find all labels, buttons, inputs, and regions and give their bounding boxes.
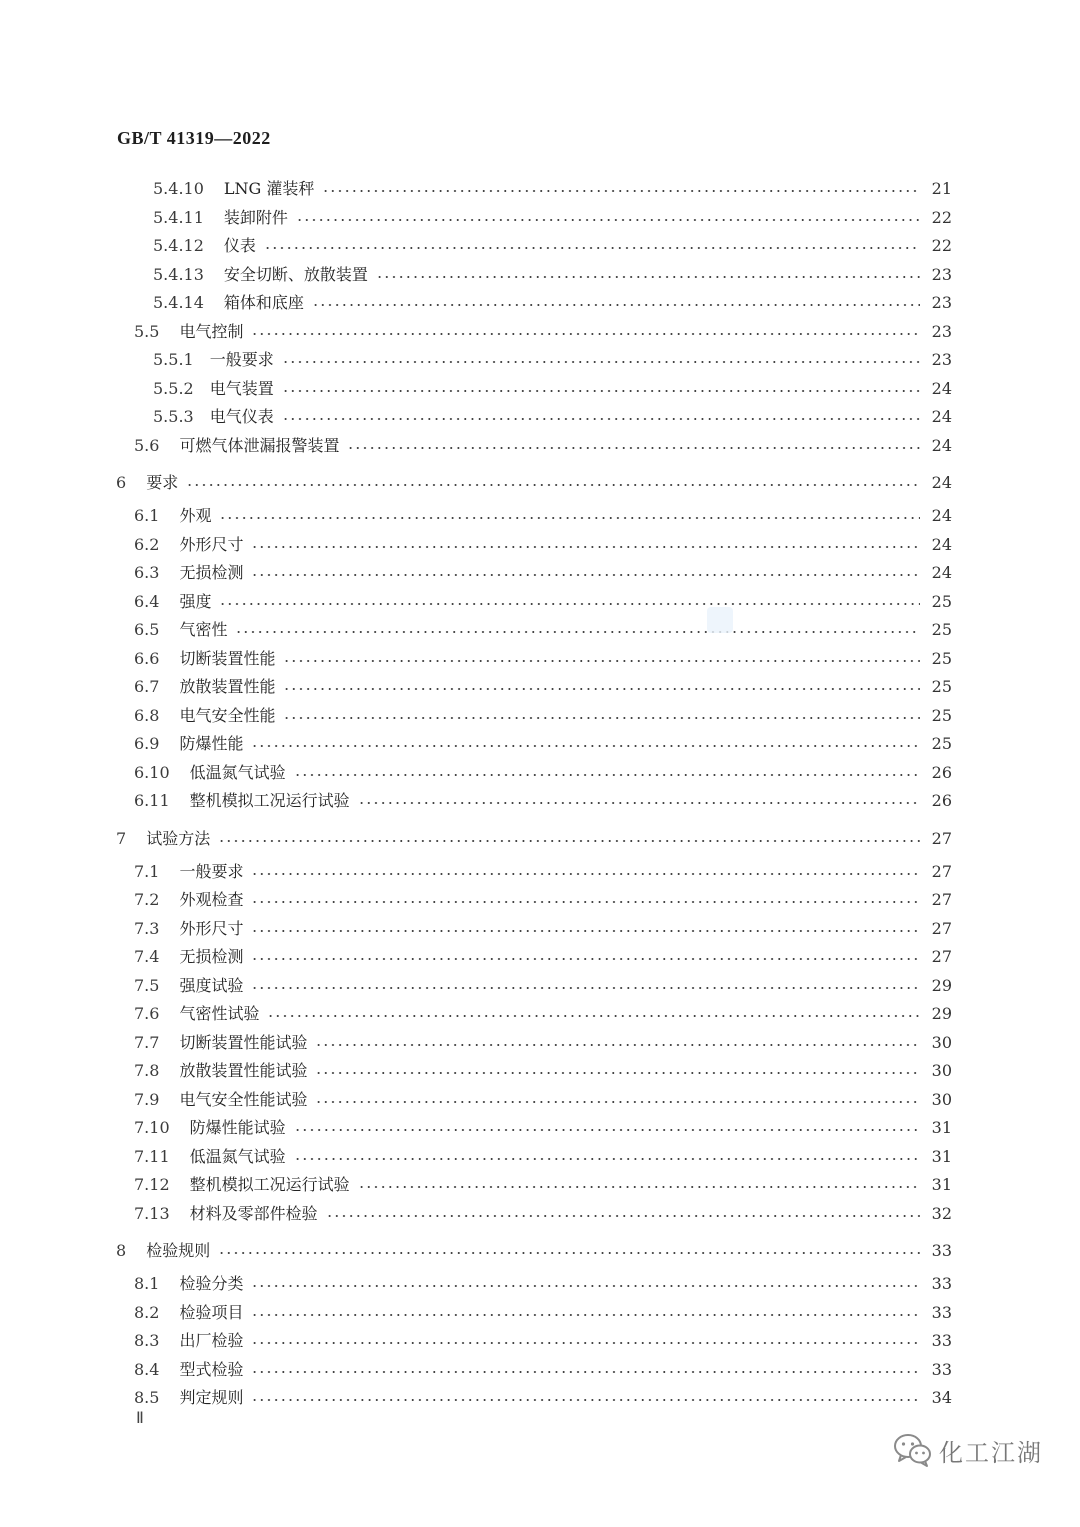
toc-entry-title: 防爆性能 [179, 734, 244, 753]
toc-entry-title: 仪表 [223, 236, 256, 255]
toc-entry[interactable] [153, 178, 952, 200]
toc-entry-number: 7.5 [134, 975, 160, 995]
toc-entry-number: 7.1 [134, 861, 160, 881]
toc-entry[interactable] [134, 861, 952, 883]
toc-entry-page: 32 [931, 1203, 952, 1223]
toc-entry-number: 6.8 [134, 705, 160, 725]
toc-entry-title: 检验分类 [179, 1274, 244, 1293]
dot-leader [251, 958, 920, 960]
dot-leader [282, 390, 920, 392]
toc-entry-number: 5.5 [134, 321, 160, 341]
toc-entry-title: 外观检查 [179, 890, 244, 909]
toc-entry-title: 安全切断、放散装置 [223, 264, 368, 284]
toc-entry[interactable] [134, 1117, 952, 1139]
dot-leader [251, 546, 920, 548]
toc-entry-title: 气密性试验 [179, 1004, 260, 1023]
wechat-icon [893, 1432, 933, 1468]
toc-entry-title: 强度试验 [179, 975, 244, 995]
toc-entry[interactable] [153, 207, 952, 229]
dot-leader [294, 1158, 920, 1160]
toc-entry-page: 34 [931, 1388, 952, 1407]
dot-leader [186, 484, 920, 486]
toc-entry-number: 7.8 [134, 1061, 160, 1080]
toc-entry[interactable] [134, 321, 952, 343]
toc-entry-number: 8.2 [134, 1302, 160, 1322]
toc-entry[interactable] [153, 235, 952, 257]
toc-entry-number: 5.4.12 [153, 236, 204, 255]
toc-entry-page: 30 [931, 1032, 952, 1052]
toc-entry-title: 电气安全性能 [179, 705, 276, 725]
toc-entry-number: 8.5 [134, 1388, 160, 1407]
toc-entry-number: 5.4.14 [153, 293, 204, 312]
toc-entry[interactable] [134, 591, 952, 613]
toc-entry-number: 7.10 [134, 1118, 170, 1137]
dot-leader [251, 901, 920, 903]
toc-entry-number: 8 [116, 1241, 127, 1260]
toc-entry[interactable] [153, 406, 952, 428]
toc-entry[interactable] [134, 1060, 952, 1082]
toc-entry-title: 要求 [146, 473, 179, 492]
faint-watermark-stamp [707, 607, 733, 633]
toc-entry-page: 33 [931, 1241, 952, 1260]
toc-entry-page: 24 [931, 473, 952, 492]
toc-entry-number: 6.10 [134, 762, 170, 782]
dot-leader [219, 603, 920, 605]
toc-entry-page: 23 [931, 321, 952, 341]
dot-leader [251, 333, 920, 335]
toc-entry-title: 电气仪表 [209, 407, 274, 426]
toc-entry[interactable] [153, 292, 952, 314]
toc-entry-title: 外形尺寸 [179, 918, 244, 938]
toc-entry-number: 5.6 [134, 435, 160, 455]
dot-leader [251, 574, 920, 576]
toc-entry-number: 6.5 [134, 620, 160, 639]
toc-entry[interactable] [153, 378, 952, 400]
toc-entry-number: 6.6 [134, 648, 160, 668]
toc-entry-page: 24 [931, 407, 952, 426]
toc-entry-title: 放散装置性能试验 [179, 1061, 308, 1080]
toc-entry[interactable] [134, 1330, 952, 1352]
dot-leader [282, 418, 920, 420]
dot-leader [283, 660, 920, 662]
toc-entry-page: 22 [931, 236, 952, 255]
toc-entry[interactable] [134, 1359, 952, 1381]
toc-entry-title: 防爆性能试验 [189, 1118, 286, 1137]
toc-entry-title: 整机模拟工况运行试验 [189, 1175, 350, 1194]
toc-entry-page: 26 [931, 762, 952, 782]
toc-entry-number: 5.4.13 [153, 264, 204, 284]
toc-entry-page: 24 [931, 506, 952, 525]
toc-entry[interactable] [116, 472, 952, 494]
toc-entry[interactable] [134, 534, 952, 556]
toc-entry-number: 7.11 [134, 1146, 170, 1166]
toc-entry[interactable] [134, 1174, 952, 1196]
toc-entry-number: 6.11 [134, 791, 170, 810]
toc-entry-number: 7.3 [134, 918, 160, 938]
dot-leader [322, 190, 920, 192]
toc-entry-page: 25 [931, 648, 952, 668]
toc-entry-number: 6 [116, 473, 127, 492]
toc-entry-page: 25 [931, 620, 952, 639]
toc-entry-page: 30 [931, 1089, 952, 1109]
toc-entry-page: 27 [931, 861, 952, 881]
toc-entry-page: 26 [931, 791, 952, 810]
toc-entry-page: 25 [931, 591, 952, 611]
toc-entry-number: 8.1 [134, 1274, 160, 1293]
dot-leader [315, 1072, 920, 1074]
toc-entry-title: 箱体和底座 [223, 293, 304, 312]
toc-entry-title: 型式检验 [179, 1359, 244, 1379]
toc-entry-title: 装卸附件 [223, 207, 288, 227]
toc-entry-number: 6.3 [134, 563, 160, 582]
toc-entry-number: 5.5.3 [153, 407, 194, 426]
toc-entry-number: 7.2 [134, 890, 160, 909]
toc-entry-page: 29 [931, 975, 952, 995]
dot-leader [347, 447, 920, 449]
dot-leader [326, 1215, 920, 1217]
toc-entry-number: 8.3 [134, 1331, 160, 1350]
dot-leader [251, 1342, 920, 1344]
toc-entry-title: 整机模拟工况运行试验 [189, 791, 350, 810]
dot-leader [358, 1186, 920, 1188]
toc-entry-number: 7.6 [134, 1004, 160, 1023]
dot-leader [251, 1285, 920, 1287]
toc-entry-page: 27 [931, 947, 952, 966]
dot-leader [294, 774, 920, 776]
toc-entry-number: 7.7 [134, 1032, 160, 1052]
dot-leader [218, 840, 920, 842]
wechat-watermark [893, 1432, 1043, 1468]
toc-entry-number: 5.5.2 [153, 378, 194, 398]
toc-entry[interactable] [116, 828, 952, 850]
dot-leader [235, 631, 920, 633]
toc-entry-title: 强度 [179, 591, 212, 611]
dot-leader [376, 276, 920, 278]
toc-entry-title: 外形尺寸 [179, 534, 244, 554]
dot-leader [358, 802, 920, 804]
toc-entry[interactable] [134, 790, 952, 812]
toc-entry-page: 24 [931, 378, 952, 398]
watermark-text: 化工江湖 [939, 1438, 1043, 1467]
toc-entry-number: 6.2 [134, 534, 160, 554]
toc-entry-title: LNG 灌装秤 [223, 179, 315, 198]
toc-entry[interactable] [134, 733, 952, 755]
toc-entry-page: 24 [931, 435, 952, 455]
toc-entry-page: 27 [931, 890, 952, 909]
toc-entry[interactable] [134, 562, 952, 584]
toc-entry-page: 33 [931, 1331, 952, 1350]
dot-leader [251, 1314, 920, 1316]
toc-entry-title: 放散装置性能 [179, 677, 276, 696]
toc-entry[interactable] [134, 889, 952, 911]
toc-entry-number: 6.7 [134, 677, 160, 696]
toc-entry-number: 5.4.10 [153, 179, 204, 198]
toc-entry-number: 7.9 [134, 1089, 160, 1109]
toc-entry-number: 7 [116, 828, 127, 848]
toc-entry-title: 材料及零部件检验 [189, 1203, 318, 1223]
toc-entry-page: 24 [931, 534, 952, 554]
dot-leader [251, 930, 920, 932]
toc-entry[interactable] [134, 1302, 952, 1324]
toc-entry-page: 33 [931, 1302, 952, 1322]
toc-entry[interactable] [134, 1203, 952, 1225]
toc-entry-page: 25 [931, 705, 952, 725]
dot-leader [251, 1371, 920, 1373]
toc-entry-title: 电气安全性能试验 [179, 1089, 308, 1109]
toc-entry-title: 无损检测 [179, 947, 244, 966]
dot-leader [218, 1252, 920, 1254]
toc-entry-number: 7.12 [134, 1175, 170, 1194]
dot-leader [312, 304, 920, 306]
toc-entry-title: 电气装置 [209, 378, 274, 398]
toc-entry-title: 试验方法 [146, 828, 211, 848]
toc-entry[interactable] [134, 676, 952, 698]
toc-entry-page: 30 [931, 1061, 952, 1080]
toc-entry-number: 7.4 [134, 947, 160, 966]
toc-entry-page: 24 [931, 563, 952, 582]
toc-entry-number: 5.5.1 [153, 350, 194, 369]
toc-entry-page: 31 [931, 1146, 952, 1166]
toc-entry-page: 29 [931, 1004, 952, 1023]
toc-entry-title: 气密性 [179, 620, 228, 639]
toc-entry[interactable] [134, 918, 952, 940]
toc-entry-number: 6.4 [134, 591, 160, 611]
dot-leader [315, 1044, 920, 1046]
toc-entry[interactable] [134, 946, 952, 968]
toc-entry-page: 21 [931, 179, 952, 198]
toc-entry-page: 27 [931, 828, 952, 848]
toc-entry-number: 6.9 [134, 734, 160, 753]
toc-entry-title: 切断装置性能 [179, 648, 276, 668]
toc-entry[interactable] [134, 435, 952, 457]
toc-entry-number: 8.4 [134, 1359, 160, 1379]
toc-entry-title: 判定规则 [179, 1388, 244, 1407]
toc-entry-title: 切断装置性能试验 [179, 1032, 308, 1052]
toc-entry[interactable] [134, 705, 952, 727]
toc-entry-page: 23 [931, 293, 952, 312]
toc-entry[interactable] [134, 1089, 952, 1111]
dot-leader [283, 717, 920, 719]
dot-leader [315, 1101, 920, 1103]
toc-entry-page: 33 [931, 1274, 952, 1293]
toc-entry-title: 外观 [179, 506, 212, 525]
toc-entry-title: 出厂检验 [179, 1331, 244, 1350]
toc-entry[interactable] [134, 1146, 952, 1168]
toc-entry[interactable] [134, 1273, 952, 1295]
toc-entry[interactable] [134, 1003, 952, 1025]
toc-entry-title: 低温氮气试验 [189, 1146, 286, 1166]
toc-entry[interactable] [134, 975, 952, 997]
toc-entry[interactable] [134, 619, 952, 641]
toc-entry-title: 无损检测 [179, 563, 244, 582]
toc-entry[interactable] [153, 264, 952, 286]
toc-entry-title: 检验规则 [146, 1241, 211, 1260]
toc-entry-title: 电气控制 [179, 321, 244, 341]
toc-entry-page: 31 [931, 1118, 952, 1137]
toc-entry[interactable] [134, 1387, 952, 1409]
toc-entry-title: 一般要求 [179, 861, 244, 881]
toc-entry-page: 23 [931, 264, 952, 284]
dot-leader [282, 361, 920, 363]
toc-entry[interactable] [134, 1032, 952, 1054]
dot-leader [251, 873, 920, 875]
toc-entry-number: 7.13 [134, 1203, 170, 1223]
toc-entry[interactable] [153, 349, 952, 371]
toc-entry-page: 25 [931, 734, 952, 753]
dot-leader [283, 688, 920, 690]
toc-entry[interactable] [134, 762, 952, 784]
dot-leader [251, 987, 920, 989]
dot-leader [267, 1015, 920, 1017]
dot-leader [294, 1129, 920, 1131]
toc-entry-title: 可燃气体泄漏报警装置 [179, 435, 340, 455]
toc-entry[interactable] [134, 505, 952, 527]
toc-entry-page: 23 [931, 350, 952, 369]
toc-entry-title: 一般要求 [209, 350, 274, 369]
toc-entry-page: 33 [931, 1359, 952, 1379]
page-number-roman: Ⅱ [136, 1410, 144, 1427]
dot-leader [251, 1399, 920, 1401]
toc-entry-title: 检验项目 [179, 1302, 244, 1322]
dot-leader [251, 745, 920, 747]
toc-entry-title: 低温氮气试验 [189, 762, 286, 782]
toc-entry[interactable] [134, 648, 952, 670]
dot-leader [219, 517, 920, 519]
dot-leader [296, 219, 920, 221]
dot-leader [264, 247, 920, 249]
toc-entry[interactable] [116, 1240, 952, 1262]
toc-entry-page: 22 [931, 207, 952, 227]
toc-entry-number: 6.1 [134, 506, 160, 525]
toc-entry-number: 5.4.11 [153, 207, 204, 227]
toc-entry-page: 31 [931, 1175, 952, 1194]
standard-code-header: GB/T 41319—2022 [117, 128, 271, 148]
toc-entry-page: 25 [931, 677, 952, 696]
toc-entry-page: 27 [931, 918, 952, 938]
